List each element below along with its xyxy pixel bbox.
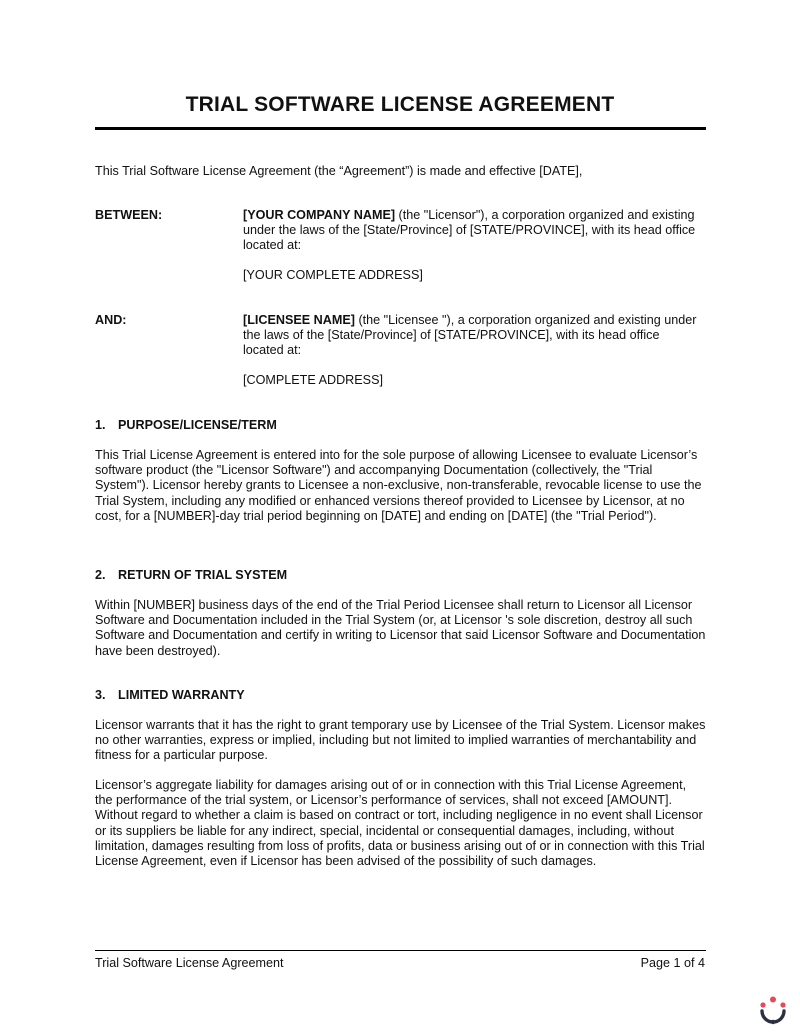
section-paragraph: This Trial License Agreement is entered into for the sole purpose of allowing Licensee to evaluate Licensor’s software product (the "Licensor Software") and accompanying Documentation (collectively, the "Trial System"). Licensor hereby grants to Licensee a non-exclusive, non-transferable, revocable license to use the Trial System, including any modified or enhanced versions thereof provided to Licensee by Licensor, at no cost, for a [NUMBER]-day trial period beginning on [DATE] and ending on [DATE] (the "Trial Period"). [95, 448, 702, 523]
section-number: 3. [95, 688, 106, 702]
section-title: LIMITED WARRANTY [118, 688, 245, 702]
and-label: AND: [95, 313, 127, 327]
licensor-party-text [243, 208, 703, 254]
section-heading [95, 568, 287, 583]
title-divider [95, 127, 706, 130]
intro-paragraph: This Trial Software License Agreement (the “Agreement”) is made and effective [DATE], [95, 164, 583, 178]
licensee-address: [COMPLETE ADDRESS] [243, 373, 383, 387]
section-heading [95, 688, 245, 703]
licensor-address: [YOUR COMPLETE ADDRESS] [243, 268, 423, 282]
footer-document-name: Trial Software License Agreement [95, 956, 284, 970]
licensor-name: [YOUR COMPANY NAME] [243, 208, 396, 222]
section-title: PURPOSE/LICENSE/TERM [118, 418, 277, 432]
footer-page-number: Page 1 of 4 [640, 956, 705, 970]
licensee-description: (the "Licensee "), a corporation organized and existing under the laws of the [State/Province] of [STATE/PROVINCE], with its head office located at: [243, 313, 697, 358]
section-paragraph: Within [NUMBER] business days of the end of the Trial Period Licensee shall return to Licensor all Licensor Software and Documentation included in the Trial System (or, at Licensor 's sole discretion, destroy all such Software and Documentation and certify in writing to Licensor that said Licensor Software and Documentation have been destroyed). [95, 598, 706, 658]
licensor-description: (the "Licensor"), a corporation organized and existing under the laws of the [State/Province] of [STATE/PROVINCE], with its head office located at: [243, 208, 696, 253]
section-heading [95, 418, 277, 433]
licensee-party-text [243, 313, 703, 359]
licensee-name: [LICENSEE NAME] [243, 313, 355, 327]
brand-logo-icon [758, 996, 788, 1026]
footer-divider [95, 950, 706, 951]
section-paragraph: Licensor’s aggregate liability for damages arising out of or in connection with this Trial License Agreement, the performance of the trial system, or Licensor’s performance of services, shall not exceed [AMOUNT]. Without regard to whether a claim is based on contract or tort, including negligence in no event shall Licensor or its suppliers be liable for any indirect, special, incidental or consequential damages, including, without limitation, damages resulting from loss of profits, data or business arising out of or in connection with this Trial License Agreement, even if Licensor has been advised of the possibility of such damages. [95, 778, 705, 869]
section-paragraph: Licensor warrants that it has the right to grant temporary use by Licensee of the Trial System. Licensor makes no other warranties, express or implied, including but not limited to implied warranties of merchantability and fitness for a particular purpose. [95, 718, 706, 763]
between-label: BETWEEN: [95, 208, 163, 222]
section-title: RETURN OF TRIAL SYSTEM [118, 568, 288, 582]
section-number: 2. [95, 568, 106, 582]
section-number: 1. [95, 418, 106, 432]
document-title: TRIAL SOFTWARE LICENSE AGREEMENT [185, 93, 615, 116]
